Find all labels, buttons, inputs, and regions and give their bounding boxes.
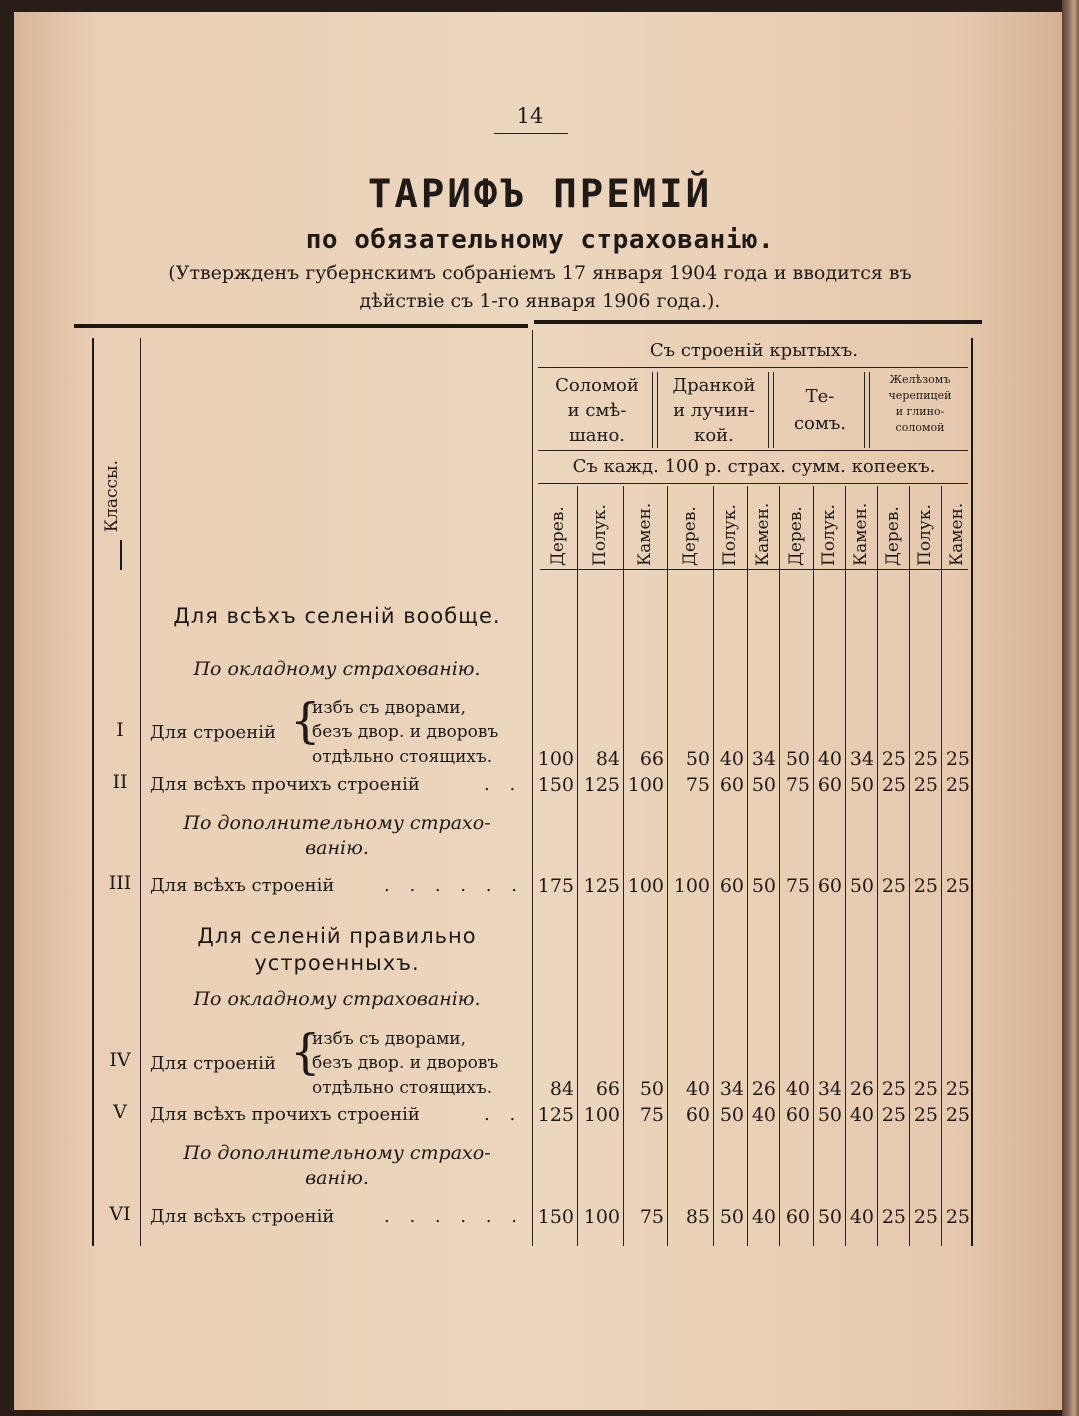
tariff-cell: 100: [627, 774, 664, 796]
tariff-cell: 25: [945, 1078, 970, 1100]
material-header: Дерев.: [680, 506, 700, 566]
class-number: IV: [109, 1049, 131, 1071]
top-rule-left: [74, 324, 528, 328]
value-column-rule: [713, 486, 714, 1246]
value-column-rule: [779, 486, 780, 1246]
tariff-cell: 60: [785, 1206, 810, 1228]
material-header: Полук.: [819, 504, 839, 566]
tariff-cell: 50: [685, 748, 710, 770]
tariff-cell: 25: [913, 748, 938, 770]
value-column-rule: [747, 486, 748, 1246]
leader-dots: . .: [484, 774, 523, 795]
material-header: Камен.: [635, 502, 655, 566]
tariff-cell: 50: [817, 1206, 842, 1228]
page: [14, 12, 1062, 1410]
value-column-rule: [941, 486, 942, 1246]
section-all-villages-base-insurance: По окладному страхованію.: [193, 658, 481, 680]
tariff-cell: 84: [549, 1078, 574, 1100]
tariff-cell: 25: [913, 875, 938, 897]
leader-dots: . .: [484, 1104, 523, 1125]
tariff-cell: 100: [673, 875, 710, 897]
roof-type-iron: Желѣзомъ черепицей и глино- соломой: [888, 373, 952, 434]
rule-materials: [540, 569, 968, 570]
tariff-cell: 85: [685, 1206, 710, 1228]
tariff-cell: 100: [583, 1104, 620, 1126]
class-number: V: [113, 1101, 127, 1123]
roof-divider-2: [768, 372, 769, 448]
tariff-cell: 25: [881, 748, 906, 770]
tariff-cell: 60: [785, 1104, 810, 1126]
tariff-cell: 66: [595, 1078, 620, 1100]
class-number: III: [108, 872, 132, 894]
tariff-cell: 60: [817, 875, 842, 897]
tariff-cell: 50: [751, 875, 776, 897]
brace-line-2: безъ двор. и дворовъ: [312, 722, 499, 742]
tariff-cell: 25: [945, 1104, 970, 1126]
material-header: Полук.: [590, 504, 610, 566]
tariff-cell: 25: [945, 748, 970, 770]
roof-divider-2b: [773, 372, 774, 448]
tariff-cell: 175: [537, 875, 574, 897]
tariff-cell: 50: [751, 774, 776, 796]
book-spine: [1062, 0, 1079, 1416]
tariff-cell: 25: [881, 1104, 906, 1126]
tariff-cell: 60: [817, 774, 842, 796]
tariff-cell: 40: [785, 1078, 810, 1100]
tariff-cell: 34: [719, 1078, 744, 1100]
section-regular-villages-extra-insurance-b: ванію.: [305, 1167, 369, 1189]
tariff-cell: 150: [537, 774, 574, 796]
rule-per-sum: [538, 483, 968, 484]
tariff-cell: 40: [849, 1206, 874, 1228]
row-label-other-buildings: Для всѣхъ прочихъ строеній: [150, 774, 420, 795]
tariff-cell: 40: [719, 748, 744, 770]
material-header: Камен.: [851, 502, 871, 566]
approval-note-line2: дѣйствіе съ 1-го января 1906 года.).: [359, 290, 721, 312]
row-label-for-buildings: Для строеній: [150, 1053, 276, 1074]
tariff-cell: 26: [751, 1078, 776, 1100]
page-number: 14: [516, 104, 544, 128]
material-header: Камен.: [753, 502, 773, 566]
brace-symbol: {: [290, 1024, 321, 1080]
tariff-cell: 26: [849, 1078, 874, 1100]
tariff-cell: 25: [945, 774, 970, 796]
roof-divider-1b: [657, 372, 658, 448]
page-subtitle: по обязательному страхованію.: [305, 225, 775, 255]
approval-note-line1: (Утвержденъ губернскимъ собраніемъ 17 января 1904 года и вводится въ: [168, 262, 912, 284]
tariff-cell: 40: [751, 1104, 776, 1126]
value-column-rule: [845, 486, 846, 1246]
tariff-cell: 34: [751, 748, 776, 770]
roof-divider-3: [864, 372, 865, 448]
material-header: Дерев.: [548, 506, 568, 566]
brace-line-3: отдѣльно стоящихъ.: [312, 747, 493, 767]
tariff-cell: 34: [849, 748, 874, 770]
tariff-cell: 75: [685, 774, 710, 796]
brace-line-3: отдѣльно стоящихъ.: [312, 1078, 493, 1098]
tariff-cell: 60: [719, 875, 744, 897]
tariff-cell: 34: [817, 1078, 842, 1100]
brace-symbol: {: [290, 693, 321, 749]
tariff-cell: 50: [639, 1078, 664, 1100]
section-regular-villages-title-b: устроенныхъ.: [254, 951, 420, 975]
leader-dots: . . . . . .: [384, 875, 524, 896]
section-all-villages-title: Для всѣхъ селеній вообще.: [173, 604, 501, 628]
section-all-villages-extra-insurance-a: По дополнительному страхо-: [183, 812, 491, 834]
tariff-cell: 25: [913, 1104, 938, 1126]
tariff-cell: 40: [849, 1104, 874, 1126]
section-regular-villages-extra-insurance-a: По дополнительному страхо-: [183, 1142, 491, 1164]
tariff-cell: 40: [685, 1078, 710, 1100]
tariff-cell: 75: [785, 774, 810, 796]
tariff-cell: 100: [627, 875, 664, 897]
tariff-cell: 40: [817, 748, 842, 770]
tariff-cell: 50: [849, 774, 874, 796]
tariff-cell: 25: [881, 875, 906, 897]
material-header: Камен.: [947, 502, 967, 566]
material-header: Полук.: [915, 504, 935, 566]
row-label-all-buildings: Для всѣхъ строеній: [150, 875, 335, 896]
roof-type-straw: Соломой и смѣ- шано.: [555, 375, 639, 446]
page-title: ТАРИФЪ ПРЕМІЙ: [367, 172, 713, 217]
material-header: Дерев.: [883, 506, 903, 566]
tariff-cell: 66: [639, 748, 664, 770]
section-regular-villages-base-insurance: По окладному страхованію.: [193, 988, 481, 1010]
tariff-cell: 25: [881, 1206, 906, 1228]
classes-header-mark: [120, 540, 122, 570]
frame-left: [92, 338, 94, 1246]
tariff-cell: 75: [639, 1206, 664, 1228]
value-column-rule: [577, 486, 578, 1246]
class-number: I: [116, 719, 124, 741]
roof-type-shingle: Дранкой и лучин- кой.: [672, 375, 756, 446]
page-number-rule: [494, 133, 568, 134]
value-column-rule: [909, 486, 910, 1246]
value-column-rule: [813, 486, 814, 1246]
rule-roof-types: [538, 450, 968, 451]
roof-group-header: Съ строеній крытыхъ.: [649, 340, 859, 361]
tariff-cell: 100: [537, 748, 574, 770]
top-rule-right: [534, 320, 982, 324]
roof-type-plank: Те- сомъ.: [793, 386, 847, 434]
material-header: Полук.: [720, 504, 740, 566]
tariff-cell: 25: [913, 1078, 938, 1100]
value-column-rule: [623, 486, 624, 1246]
tariff-cell: 50: [719, 1206, 744, 1228]
brace-line-1: избъ съ дворами,: [312, 698, 467, 718]
class-number: VI: [109, 1203, 131, 1225]
class-number: II: [112, 771, 128, 793]
tariff-cell: 50: [785, 748, 810, 770]
value-column-rule: [667, 486, 668, 1246]
tariff-cell: 150: [537, 1206, 574, 1228]
roof-divider-1: [652, 372, 653, 448]
data-column-rule: [532, 330, 533, 1246]
tariff-cell: 25: [913, 1206, 938, 1228]
tariff-cell: 60: [685, 1104, 710, 1126]
tariff-cell: 25: [945, 875, 970, 897]
tariff-cell: 25: [945, 1206, 970, 1228]
tariff-cell: 125: [583, 774, 620, 796]
row-label-for-buildings: Для строеній: [150, 722, 276, 743]
material-header: Дерев.: [786, 506, 806, 566]
tariff-cell: 75: [785, 875, 810, 897]
tariff-cell: 40: [751, 1206, 776, 1228]
tariff-cell: 50: [849, 875, 874, 897]
tariff-cell: 25: [881, 1078, 906, 1100]
tariff-cell: 60: [719, 774, 744, 796]
tariff-cell: 125: [583, 875, 620, 897]
classes-header: Классы.: [102, 460, 122, 533]
tariff-cell: 25: [881, 774, 906, 796]
brace-line-1: избъ съ дворами,: [312, 1029, 467, 1049]
rule-roof-group: [538, 367, 968, 368]
row-label-all-buildings: Для всѣхъ строеній: [150, 1206, 335, 1227]
tariff-cell: 84: [595, 748, 620, 770]
tariff-cell: 50: [719, 1104, 744, 1126]
tariff-cell: 25: [913, 774, 938, 796]
class-column-rule: [140, 338, 141, 1246]
tariff-cell: 125: [537, 1104, 574, 1126]
section-all-villages-extra-insurance-b: ванію.: [305, 837, 369, 859]
value-column-rule: [877, 486, 878, 1246]
brace-line-2: безъ двор. и дворовъ: [312, 1053, 499, 1073]
per-sum-header: Съ кажд. 100 р. страх. сумм. копеекъ.: [572, 456, 936, 477]
row-label-other-buildings: Для всѣхъ прочихъ строеній: [150, 1104, 420, 1125]
leader-dots: . . . . . .: [384, 1206, 524, 1227]
tariff-cell: 75: [639, 1104, 664, 1126]
tariff-cell: 50: [817, 1104, 842, 1126]
tariff-cell: 100: [583, 1206, 620, 1228]
roof-divider-3b: [869, 372, 870, 448]
section-regular-villages-title-a: Для селеній правильно: [197, 924, 477, 948]
